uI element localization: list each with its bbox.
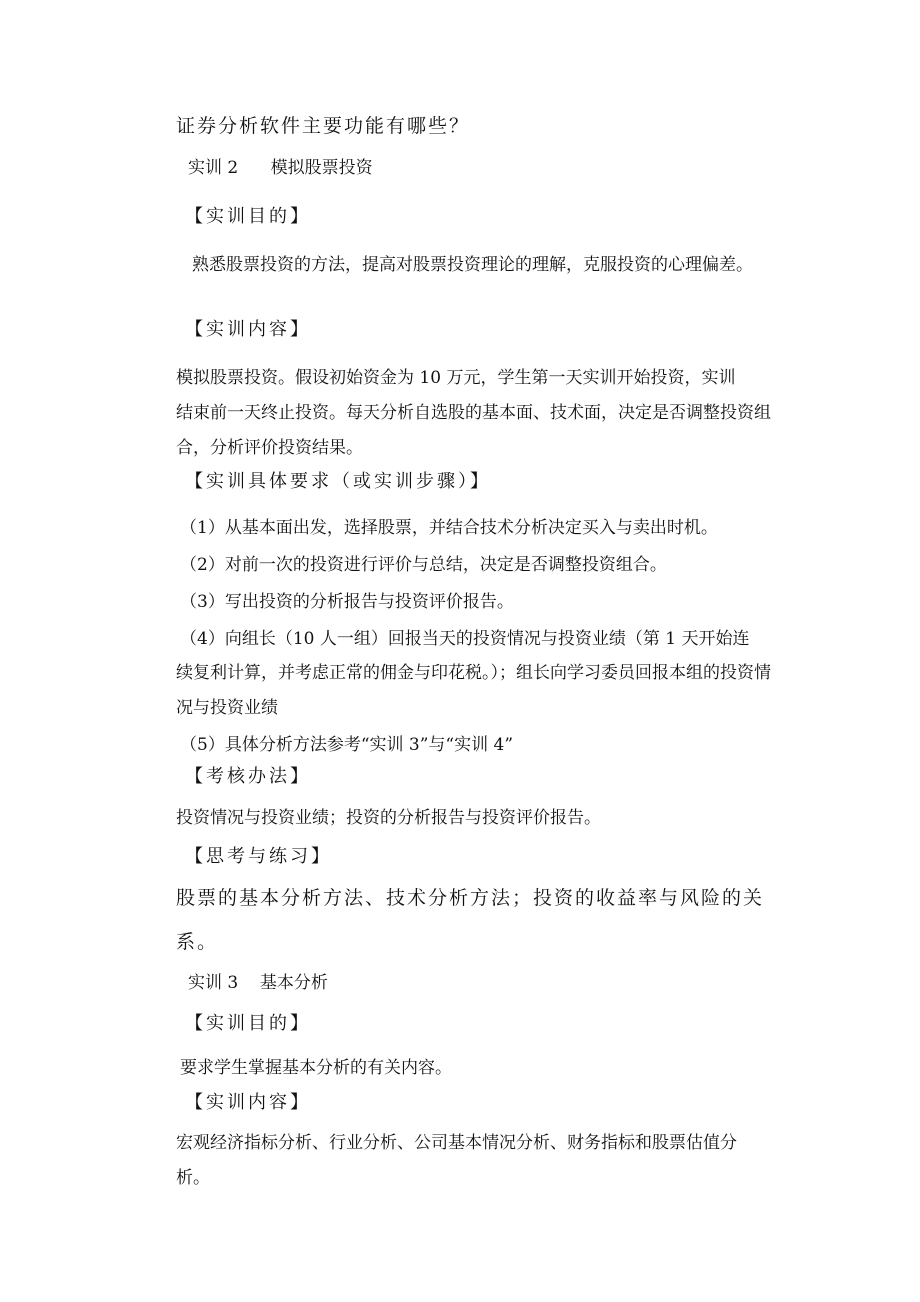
paragraph-line: 模拟股票投资。假设初始资金为 10 万元，学生第一天实训开始投资，实训 bbox=[176, 368, 736, 388]
paragraph-assessment: 投资情况与投资业绩；投资的分析报告与投资评价报告。 bbox=[176, 808, 601, 828]
paragraph-line: 合，分析评价投资结果。 bbox=[176, 438, 363, 458]
heading-thinking-practice: 【思考与练习】 bbox=[185, 846, 332, 867]
paragraph-line: 结束前一天终止投资。每天分析自选股的基本面、技术面，决定是否调整投资组 bbox=[176, 403, 771, 423]
heading-training-content: 【实训内容】 bbox=[185, 319, 311, 340]
heading-training-goal: 【实训目的】 bbox=[185, 206, 311, 227]
paragraph-line: 股票的基本分析方法、技术分析方法；投资的收益率与风险的关 bbox=[176, 887, 765, 909]
list-item: （4）向组长（10 人一组）回报当天的投资情况与投资业绩（第 1 天开始连 bbox=[180, 629, 750, 649]
list-item: （3）写出投资的分析报告与投资评价报告。 bbox=[180, 592, 514, 612]
list-item: （5）具体分析方法参考“实训 3”与“实训 4” bbox=[180, 735, 514, 755]
paragraph-line: 宏观经济指标分析、行业分析、公司基本情况分析、财务指标和股票估值分 bbox=[176, 1133, 737, 1153]
paragraph-training-goal: 熟悉股票投资的方法，提高对股票投资理论的理解，克服投资的心理偏差。 bbox=[192, 255, 753, 275]
list-item-continued: 续复利计算，并考虑正常的佣金与印花税。）；组长向学习委员回报本组的投资情 bbox=[176, 663, 771, 683]
paragraph-line: 系。 bbox=[176, 931, 219, 953]
heading-training-content: 【实训内容】 bbox=[185, 1092, 311, 1113]
heading-training-requirements: 【实训具体要求（或实训步骤）】 bbox=[185, 471, 491, 492]
list-item: （2）对前一次的投资进行评价与总结，决定是否调整投资组合。 bbox=[180, 555, 667, 575]
section-title-training-2: 实训 2 模拟股票投资 bbox=[188, 158, 373, 178]
heading-training-goal: 【实训目的】 bbox=[185, 1013, 311, 1034]
paragraph-line: 析。 bbox=[176, 1168, 210, 1188]
list-item: （1）从基本面出发，选择股票，并结合技术分析决定买入与卖出时机。 bbox=[180, 518, 718, 538]
list-item-continued: 况与投资业绩 bbox=[176, 698, 278, 718]
heading-assessment: 【考核办法】 bbox=[185, 766, 311, 787]
section-title-training-3: 实训 3 基本分析 bbox=[188, 973, 328, 993]
paragraph-training-goal: 要求学生掌握基本分析的有关内容。 bbox=[180, 1058, 452, 1078]
question-text: 证券分析软件主要功能有哪些？ bbox=[176, 115, 471, 137]
